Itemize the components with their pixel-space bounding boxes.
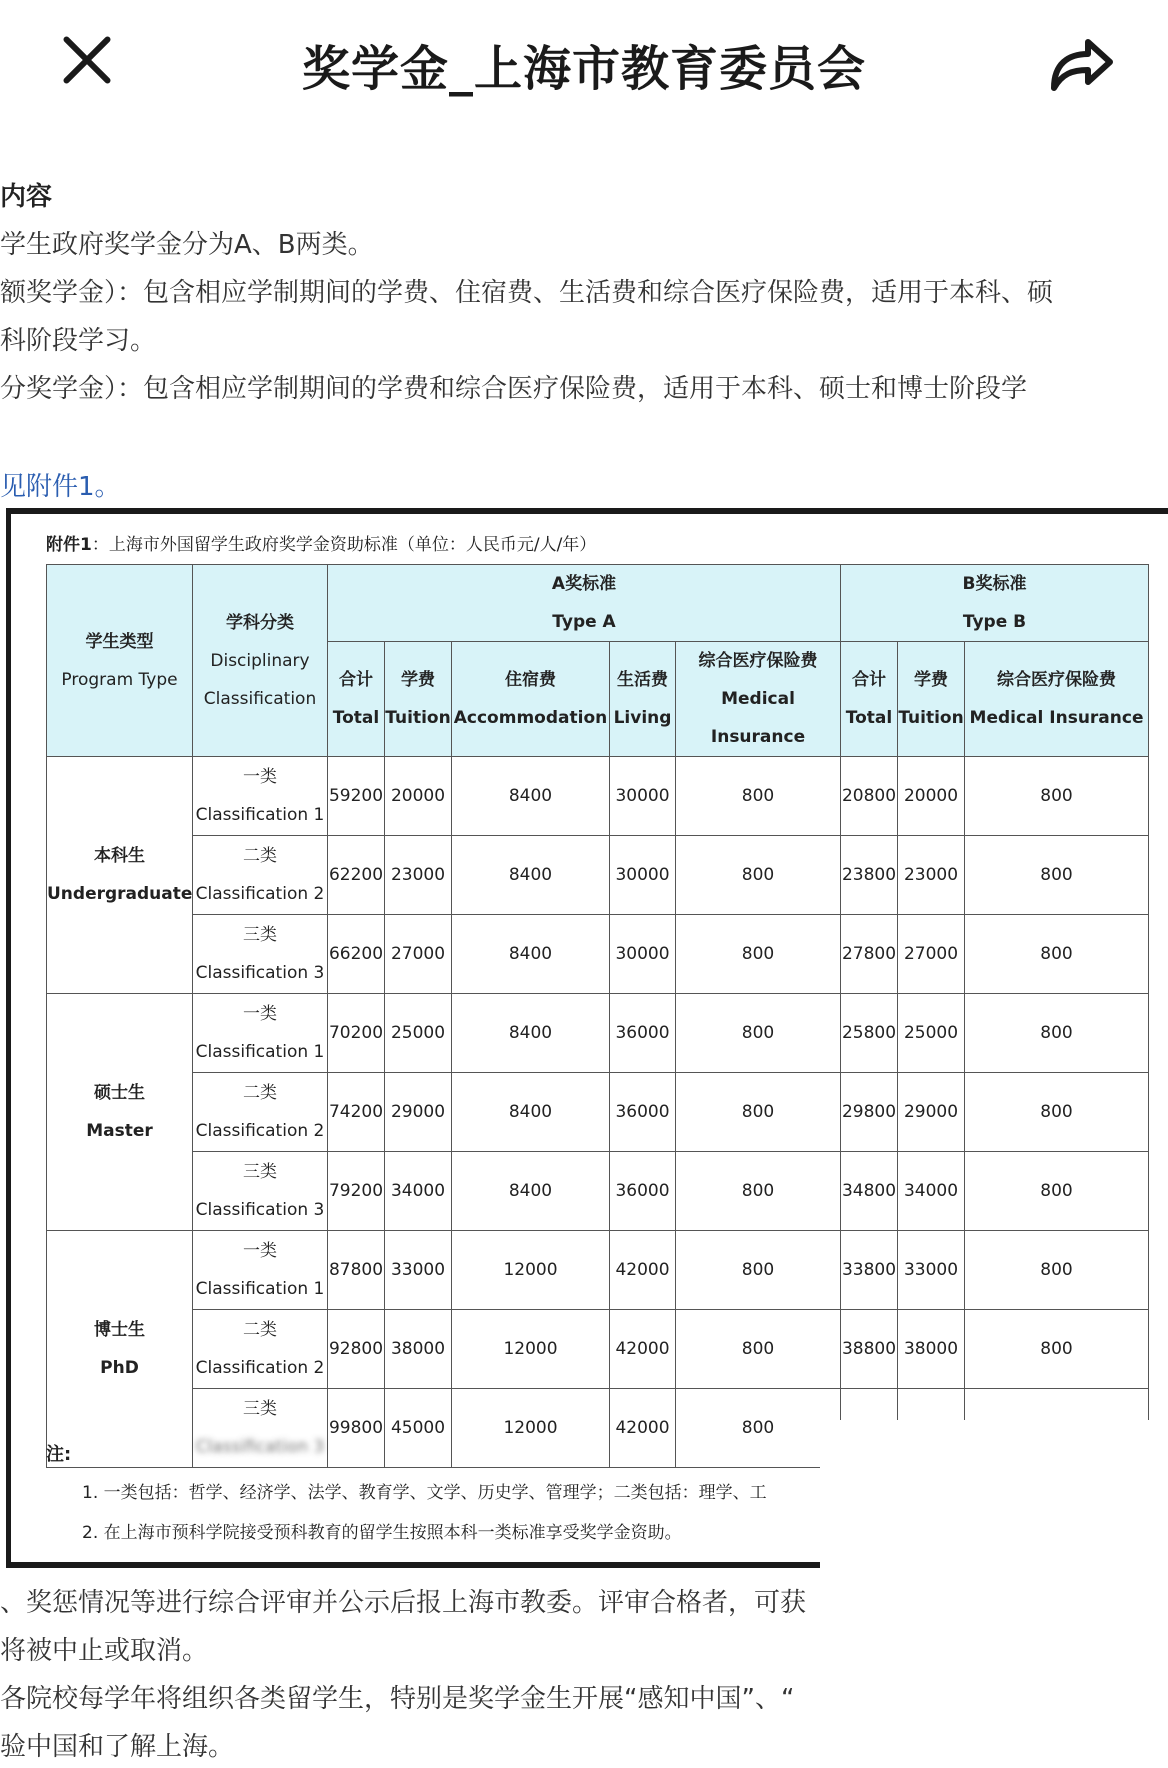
header-a-accommodation: 住宿费 Accommodation <box>452 642 610 757</box>
value-cell-b-total: 34800 <box>841 1152 898 1231</box>
attachment-title <box>46 530 596 555</box>
value-cell-a-living: 36000 <box>610 1152 676 1231</box>
value-cell-a-accom: 8400 <box>452 836 610 915</box>
program-type-cell: 硕士生 Master <box>47 994 193 1231</box>
top-bar <box>0 0 1168 130</box>
value-cell-a-living: 36000 <box>610 994 676 1073</box>
section-heading: 内容 <box>0 182 53 212</box>
header-a-tuition: 学费 Tuition <box>385 642 452 757</box>
value-cell-a-medical: 800 <box>676 1389 841 1468</box>
header-type-b: B奖标准 Type B <box>841 565 1149 642</box>
paragraph-1: 学生政府奖学金分为A、B两类。 <box>0 230 374 260</box>
close-icon[interactable] <box>56 30 116 90</box>
value-cell-b-medical: 800 <box>965 1073 1149 1152</box>
value-cell-a-medical: 800 <box>676 994 841 1073</box>
header-b-tuition: 学费 Tuition <box>898 642 965 757</box>
value-cell-b-tuition: 38000 <box>898 1310 965 1389</box>
value-cell-a-living: 42000 <box>610 1231 676 1310</box>
classification-cell: 二类 Classification 2 <box>193 1073 328 1152</box>
value-cell-a-tuition: 20000 <box>385 757 452 836</box>
table-body <box>47 757 1149 1468</box>
value-cell-b-tuition: 29000 <box>898 1073 965 1152</box>
value-cell-a-tuition: 27000 <box>385 915 452 994</box>
value-cell-a-total: 92800 <box>328 1310 385 1389</box>
value-cell-a-total: 70200 <box>328 994 385 1073</box>
classification-cell: 二类 Classification 2 <box>193 836 328 915</box>
note-1: 1. 一类包括：哲学、经济学、法学、教育学、文学、历史学、管理学；二类包括：理学、工 <box>82 1483 767 1503</box>
value-cell-a-tuition: 38000 <box>385 1310 452 1389</box>
value-cell-a-accom: 12000 <box>452 1231 610 1310</box>
header-b-total: 合计 Total <box>841 642 898 757</box>
attachment-link[interactable]: 见附件1。 <box>0 472 121 502</box>
classification-cell: 二类 Classification 2 <box>193 1310 328 1389</box>
header-a-living: 生活费 Living <box>610 642 676 757</box>
value-cell-a-accom: 8400 <box>452 915 610 994</box>
value-cell-a-total: 74200 <box>328 1073 385 1152</box>
value-cell-b-medical: 800 <box>965 994 1149 1073</box>
table-row <box>47 836 1149 915</box>
value-cell-b-total: 23800 <box>841 836 898 915</box>
classification-cell: 一类 Classification 1 <box>193 1231 328 1310</box>
notes-label: 注: <box>46 1444 72 1465</box>
header-a-medical: 综合医疗保险费 Medical Insurance <box>676 642 841 757</box>
header-disciplinary: 学科分类 Disciplinary Classification <box>193 565 328 757</box>
value-cell-a-accom: 8400 <box>452 757 610 836</box>
classification-cell: 三类 Classification 3 <box>193 1389 328 1468</box>
value-cell-a-living: 42000 <box>610 1389 676 1468</box>
value-cell-a-living: 30000 <box>610 757 676 836</box>
paragraph-2a: 额奖学金）：包含相应学制期间的学费、住宿费、生活费和综合医疗保险费，适用于本科、硕 <box>0 278 1054 308</box>
value-cell-a-total: 87800 <box>328 1231 385 1310</box>
value-cell-b-total: 27800 <box>841 915 898 994</box>
value-cell-b-tuition: 33000 <box>898 1231 965 1310</box>
value-cell-a-medical: 800 <box>676 915 841 994</box>
bottom-paragraph-2: 将被中止或取消。 <box>0 1636 209 1666</box>
table-row <box>47 1073 1149 1152</box>
value-cell-a-tuition: 34000 <box>385 1152 452 1231</box>
value-cell-a-medical: 800 <box>676 757 841 836</box>
table-row <box>47 1152 1149 1231</box>
value-cell-a-tuition: 25000 <box>385 994 452 1073</box>
value-cell-a-total: 66200 <box>328 915 385 994</box>
note-2: 2. 在上海市预科学院接受预科教育的留学生按照本科一类标准享受奖学金资助。 <box>82 1523 682 1543</box>
value-cell-a-tuition: 33000 <box>385 1231 452 1310</box>
value-cell-a-total: 59200 <box>328 757 385 836</box>
value-cell-a-total: 62200 <box>328 836 385 915</box>
value-cell-a-tuition: 23000 <box>385 836 452 915</box>
value-cell-b-total: 38800 <box>841 1310 898 1389</box>
bottom-paragraph-4: 验中国和了解上海。 <box>0 1732 235 1762</box>
table-row <box>47 1310 1149 1389</box>
attachment-title-text: ：上海市外国留学生政府奖学金资助标准（单位：人民币元/人/年） <box>91 535 597 555</box>
value-cell-b-medical: 800 <box>965 915 1149 994</box>
value-cell-a-total: 79200 <box>328 1152 385 1231</box>
classification-cell: 三类 Classification 3 <box>193 915 328 994</box>
value-cell-a-medical: 800 <box>676 1231 841 1310</box>
paragraph-2b: 科阶段学习。 <box>0 326 157 356</box>
header-a-total: 合计 Total <box>328 642 385 757</box>
value-cell-b-medical: 800 <box>965 1231 1149 1310</box>
attachment-label: 附件1 <box>46 535 92 555</box>
value-cell-a-accom: 12000 <box>452 1389 610 1468</box>
value-cell-a-medical: 800 <box>676 1073 841 1152</box>
table-row <box>47 1231 1149 1310</box>
classification-cell: 一类 Classification 1 <box>193 994 328 1073</box>
table-row <box>47 915 1149 994</box>
paragraph-3: 分奖学金）：包含相应学制期间的学费和综合医疗保险费，适用于本科、硕士和博士阶段学 <box>0 374 1028 404</box>
value-cell-a-accom: 8400 <box>452 994 610 1073</box>
value-cell-b-tuition: 20000 <box>898 757 965 836</box>
value-cell-b-medical: 800 <box>965 757 1149 836</box>
value-cell-a-living: 36000 <box>610 1073 676 1152</box>
value-cell-b-medical: 800 <box>965 1152 1149 1231</box>
value-cell-a-medical: 800 <box>676 836 841 915</box>
value-cell-a-living: 30000 <box>610 915 676 994</box>
value-cell-b-total: 25800 <box>841 994 898 1073</box>
bottom-paragraph-1: 、奖惩情况等进行综合评审并公示后报上海市教委。评审合格者，可获 <box>0 1588 807 1618</box>
value-cell-b-tuition: 23000 <box>898 836 965 915</box>
value-cell-a-living: 42000 <box>610 1310 676 1389</box>
program-type-cell: 本科生 Undergraduate <box>47 757 193 994</box>
value-cell-a-total: 99800 <box>328 1389 385 1468</box>
value-cell-b-tuition: 34000 <box>898 1152 965 1231</box>
value-cell-a-living: 30000 <box>610 836 676 915</box>
bottom-paragraph-3: 各院校每学年将组织各类留学生，特别是奖学金生开展“感知中国”、“ <box>0 1684 795 1714</box>
value-cell-b-total: 33800 <box>841 1231 898 1310</box>
value-cell-b-medical: 800 <box>965 836 1149 915</box>
header-type-a: A奖标准 Type A <box>328 565 841 642</box>
value-cell-a-tuition: 29000 <box>385 1073 452 1152</box>
classification-cell: 一类 Classification 1 <box>193 757 328 836</box>
value-cell-b-medical: 800 <box>965 1310 1149 1389</box>
value-cell-a-accom: 8400 <box>452 1073 610 1152</box>
scholarship-standard-table <box>46 564 1149 1468</box>
value-cell-b-tuition: 25000 <box>898 994 965 1073</box>
value-cell-a-medical: 800 <box>676 1152 841 1231</box>
value-cell-b-total: 20800 <box>841 757 898 836</box>
value-cell-b-tuition: 27000 <box>898 915 965 994</box>
header-program-type: 学生类型 Program Type <box>47 565 193 757</box>
table-row <box>47 757 1149 836</box>
classification-cell: 三类 Classification 3 <box>193 1152 328 1231</box>
table-row <box>47 994 1149 1073</box>
value-cell-a-accom: 12000 <box>452 1310 610 1389</box>
page-title: 奖学金_上海市教育委员会 <box>301 41 866 97</box>
share-icon[interactable] <box>1046 30 1116 94</box>
value-cell-a-accom: 8400 <box>452 1152 610 1231</box>
program-type-cell: 博士生 PhD <box>47 1231 193 1468</box>
header-b-medical: 综合医疗保险费 Medical Insurance <box>965 642 1149 757</box>
panel-cutoff <box>820 1420 1168 1580</box>
value-cell-a-tuition: 45000 <box>385 1389 452 1468</box>
value-cell-b-total: 29800 <box>841 1073 898 1152</box>
value-cell-a-medical: 800 <box>676 1310 841 1389</box>
